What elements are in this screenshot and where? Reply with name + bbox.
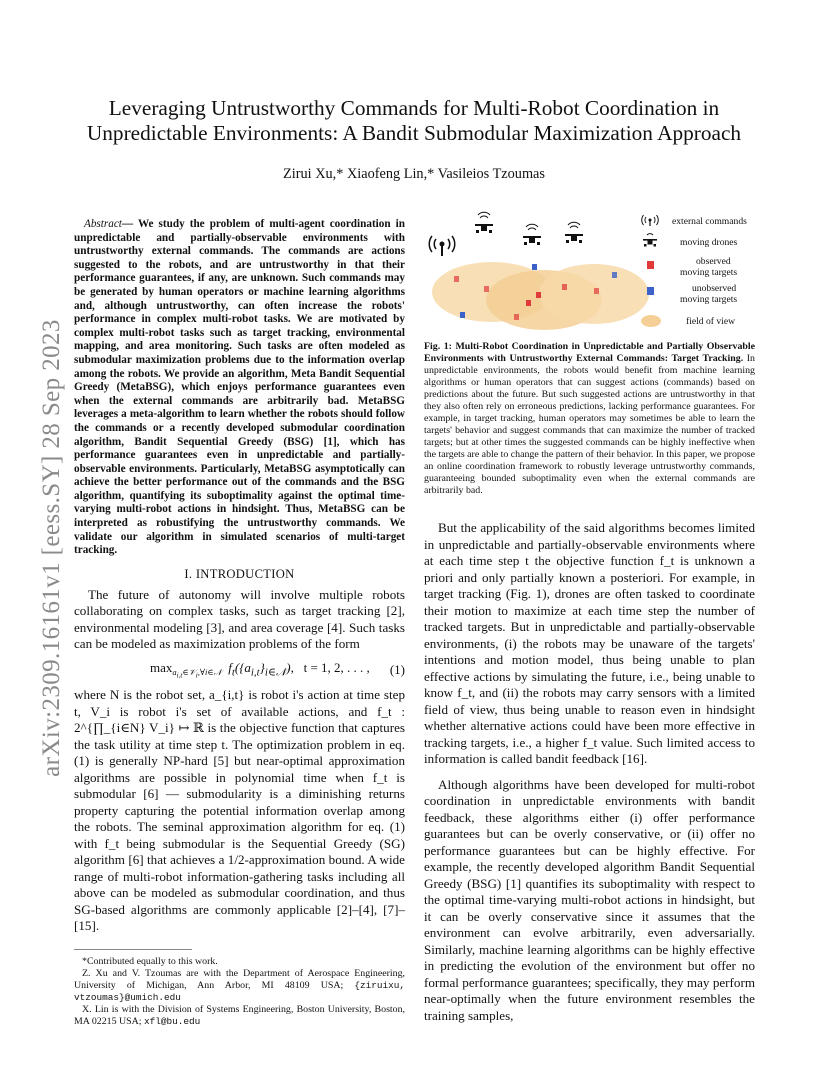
equation-1 [74, 660, 405, 680]
caption-text: In unpredictable environments, the robots would benefit from machine learning algorithms or human operators that can suggest actions (commands) based on predictions about the future. But such suggested actions are untrustworthy in that they also often rely on erroneous predictions, lacking performance guarantees. For example, in target tracking, human operators may sometimes be able to learn the targets' behavior and suggest commands that can maximize the number of tracked targets; but at other times the suggested commands can be highly ineffective when the targets are able to change the pattern of their behavior. In this paper, we propose an online coordination framework to robustly leverage untrustworthy commands, guaranteeing bounded suboptimality even when the external commands are arbitrarily bad. [424, 353, 755, 496]
external-commands-icon [429, 236, 455, 256]
footnote-affiliation-umich [74, 968, 405, 1004]
paper-title [60, 96, 768, 146]
legend-observed-swatch [647, 261, 654, 269]
legend-fov-swatch [641, 315, 661, 327]
abstract [74, 218, 405, 558]
legend-external-commands-icon [642, 215, 659, 226]
abstract-lead: Abstract [84, 218, 122, 230]
section-heading-introduction: I. INTRODUCTION [184, 566, 295, 581]
title-line-1: Leveraging Untrustworthy Commands for Multi-Robot Coordination in [108, 96, 720, 120]
footnote-umich-email[interactable]: {ziruixu, vtzoumas}@umich.edu [74, 979, 406, 1003]
footnote-umich-text: Z. Xu and V. Tzoumas are with the Department of Aerospace Engineering, University of Michigan, Ann Arbor, MI 48109 USA; [74, 967, 405, 991]
caption-label: Fig. 1: [424, 341, 452, 352]
legend-observed-line2: moving targets [680, 267, 738, 278]
left-column [74, 218, 405, 1028]
legend-unobserved-line1: unobserved [692, 283, 737, 294]
legend-external-commands: external commands [672, 216, 747, 227]
footnote-equal-contribution: *Contributed equally to this work. [82, 955, 218, 967]
equation-label: (1) [389, 661, 405, 677]
legend-fov: field of view [686, 316, 736, 327]
footnote-bu-email[interactable]: xfl@bu.edu [143, 1015, 201, 1027]
abstract-text: — We study the problem of multi-agent coordination in unpredictable and partially-observable environments with untrustworthy external commands. The commands are actions suggested to the robots, and are untrustworthy in that their performance guarantees, if any, are unknown. Such commands may be generated by human operators or machine learning algorithms and, although untrustworthy, can often increase the robots' performance in complex multi-robot tasks. We are motivated by complex multi-robot tasks such as target tracking, environmental mapping, and area monitoring. Such tasks are often modeled as submodular maximization problems due to the information overlap among the robots. We provide an algorithm, Meta Bandit Sequential Greedy (MetaBSG), which enjoys performance guarantees even when the external commands are arbitrarily bad. MetaBSG leverages a meta-algorithm to learn whether the robots should follow the commands or a recently developed submodular coordination algorithm, Bandit Sequential Greedy (BSG) [1], which has performance guarantees even in unpredictable and partially-observable environments. Particularly, MetaBSG asymptotically can achieve the better performance out of the commands and the BSG algorithm, quantifying its suboptimality against the optimal time-varying multi-robot actions in hindsight. Thus, MetaBSG can be interpreted as robustifying the untrustworthy commands. We validate our algorithm in simulated scenarios of multi-target tracking. [74, 218, 405, 557]
right-column [424, 520, 755, 1024]
equation-expression: $\max_{a_{i,t}\in 𝒱_i,\forall i\in 𝒩} f_t(\{a_{i,t}\}_{i\in 𝒩})$, t = 1, 2, . . . , [150, 659, 370, 681]
footnote-bu-text: X. Lin is with the Division of Systems Engineering, Boston University, Boston, MA 02215 USA; [74, 1003, 405, 1027]
drone-icon-3 [565, 222, 583, 243]
footnote-affiliation-bu [74, 1004, 405, 1028]
legend-moving-drones: moving drones [680, 237, 738, 248]
title-line-2: Unpredictable Environments: A Bandit Submodular Maximization Approach [86, 121, 742, 145]
figure-1-caption [424, 341, 755, 497]
legend-unobserved-swatch [647, 287, 654, 295]
intro-paragraph-2: where N is the robot set, a_{i,t} is robot i's action at time step t, V_i is robot i's set of available actions, and f_t : 2^{∏_{i∈N} V_i} ↦ ℝ is the objective function that captures the task utility at time step t. The optimization problem in eq. (1) is generally NP-hard [5] but near-optimal approximation algorithms are possible in polynomial time when f_t is submodular [6] — submodularity is a diminishing returns property capturing the potential information overlap among the robots. The seminal approximation algorithm for eq. (1) with f_t being submodular is the Sequential Greedy (SG) algorithm [6] that achieves a 1/2-approximation bound. A wide range of multi-robot information-gathering tasks including all above can be modeled as submodular coordination, and thus SG-based algorithms are commonly applicable [2]–[4], [7]–[15]. [74, 687, 405, 934]
arxiv-identifier: arXiv:2309.16161v1 [eess.SY] 28 Sep 2023 [38, 319, 65, 777]
footnotes [74, 956, 405, 1028]
drone-icon-1 [475, 212, 493, 233]
footnote-rule [74, 949, 192, 950]
drone-icon-2 [523, 224, 541, 245]
legend-unobserved-line2: moving targets [680, 294, 738, 305]
figure-1-illustration [424, 210, 755, 338]
author-list: Zirui Xu,* Xiaofeng Lin,* Vasileios Tzoumas [283, 166, 545, 182]
right-paragraph-1: But the applicability of the said algorithms becomes limited in unpredictable and partially-observable environments where at each time step t the objective function f_t is unknown a priori and only partially known a posteriori. For example, in target tracking (Fig. 1), drones are often tasked to coordinate their motion to maximize at each time step the number of tracked targets. But in unpredictable and partially-observable environments, (i) the robots may be unaware of the targets' intentions and motion model, thus being unable to plan effective actions by simulating the future, i.e., being unable to know f_t, and (ii) the robots may carry sensors with a limited field of view, thus being unable to reason even in hindsight whether alternative actions could have been more effective in tracking targets, i.e., a higher f_t value. Such limited access to information is called bandit feedback [16]. [424, 520, 755, 766]
intro-paragraph-1: The future of autonomy will involve multiple robots collaborating on complex tasks, such as target tracking [2], environmental modeling [3], and area coverage [4]. Such tasks can be modeled as maximization problems of the form [74, 586, 405, 652]
right-paragraph-2: Although algorithms have been developed for multi-robot coordination in unpredictable environments with bandit feedback, these algorithms either (i) offer performance guarantees but can be overly conservative, or (ii) offer no performance guarantees but can be highly effective. For example, the recently developed algorithm Bandit Sequential Greedy (BSG) [1] quantifies its suboptimality with respect to the optimal time-varying multi-robot actions in hindsight, but it can be overly conservative since it assumes that the environment can evolve arbitrarily, even adversarially. Similarly, machine learning algorithms can be highly effective in predicting the evolution of the environment but offer no formal performance guarantees; specifically, they may perform near-optimally when the future environment resembles the training samples, [424, 776, 755, 1023]
legend [641, 215, 747, 327]
figure-1 [424, 210, 755, 338]
legend-drone-icon [643, 234, 657, 247]
caption-bold-title: Multi-Robot Coordination in Unpredictable and Partially Observable Environments with Untrustworthy External Commands: Target Tracking. [424, 341, 755, 364]
legend-observed-line1: observed [696, 256, 731, 267]
